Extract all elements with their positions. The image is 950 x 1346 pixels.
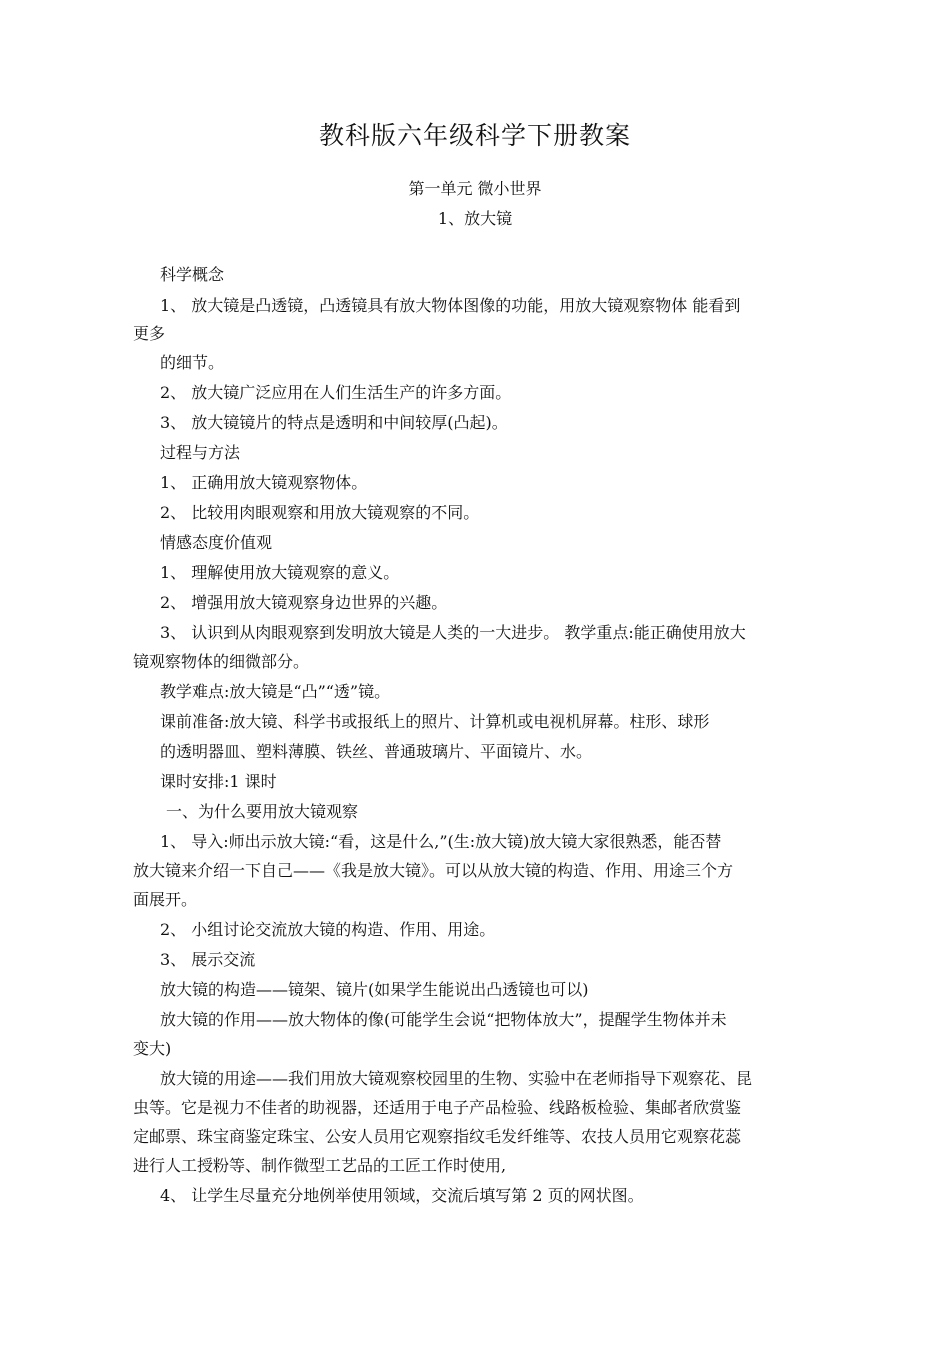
- unit-heading: 第一单元 微小世界: [408, 179, 542, 198]
- paragraph-line: 的细节。: [160, 353, 225, 372]
- paragraph-line: 1、 放大镜是凸透镜，凸透镜具有放大物体图像的功能，用放大镜观察物体 能看到: [160, 296, 741, 315]
- paragraph-line: 2、 放大镜广泛应用在人们生活生产的许多方面。: [160, 383, 512, 402]
- section-heading-why: 一、为什么要用放大镜观察: [166, 802, 359, 821]
- paragraph-line: 放大镜的作用——放大物体的像(可能学生会说“把物体放大”，提醒学生物体并未: [160, 1010, 727, 1029]
- paragraph-line: 教学难点:放大镜是“凸”“透”镜。: [160, 682, 391, 701]
- paragraph-line: 放大镜的构造——镜架、镜片(如果学生能说出凸透镜也可以): [160, 980, 589, 999]
- paragraph-line: 2、 小组讨论交流放大镜的构造、作用、用途。: [160, 920, 496, 939]
- document-title: 教科版六年级科学下册教案: [318, 121, 631, 150]
- paragraph-line: 2、 比较用肉眼观察和用放大镜观察的不同。: [160, 503, 480, 522]
- paragraph-line: 面展开。: [133, 890, 198, 909]
- paragraph-line: 放大镜来介绍一下自己——《我是放大镜》。可以从放大镜的构造、作用、用途三个方: [133, 861, 734, 880]
- paragraph-line: 3、 认识到从肉眼观察到发明放大镜是人类的一大进步。 教学重点:能正确使用放大: [160, 623, 746, 642]
- section-heading-values: 情感态度价值观: [160, 533, 273, 552]
- paragraph-line: 虫等。它是视力不佳者的助视器，还适用于电子产品检验、线路板检验、集邮者欣赏鉴: [133, 1098, 742, 1117]
- paragraph-line: 更多: [133, 324, 166, 343]
- paragraph-line: 变大): [133, 1039, 172, 1058]
- paragraph-line: 定邮票、珠宝商鉴定珠宝、公安人员用它观察指纹毛发纤维等、农技人员用它观察花蕊: [133, 1127, 742, 1146]
- section-heading-methods: 过程与方法: [160, 443, 241, 462]
- paragraph-line: 镜观察物体的细微部分。: [133, 652, 310, 671]
- paragraph-line: 1、 理解使用放大镜观察的意义。: [160, 563, 400, 582]
- section-heading-concepts: 科学概念: [160, 265, 225, 284]
- paragraph-line: 进行人工授粉等、制作微型工艺品的工匠工作时使用,: [133, 1156, 507, 1175]
- paragraph-line: 3、 放大镜镜片的特点是透明和中间较厚(凸起)。: [160, 413, 508, 432]
- paragraph-line: 课前准备:放大镜、科学书或报纸上的照片、计算机或电视机屏幕。柱形、球形: [160, 712, 710, 731]
- paragraph-line: 的透明器皿、塑料薄膜、铁丝、普通玻璃片、平面镜片、水。: [160, 742, 593, 761]
- paragraph-line: 3、 展示交流: [160, 950, 256, 969]
- paragraph-line: 1、 导入:师出示放大镜:“看，这是什么,”(生:放大镜)放大镜大家很熟悉，能否替: [160, 832, 722, 851]
- paragraph-line: 4、 让学生尽量充分地例举使用领域，交流后填写第 2 页的网状图。: [160, 1186, 644, 1205]
- paragraph-line: 课时安排:1 课时: [160, 772, 277, 791]
- paragraph-line: 1、 正确用放大镜观察物体。: [160, 473, 368, 492]
- lesson-heading: 1、放大镜: [437, 209, 513, 228]
- paragraph-line: 2、 增强用放大镜观察身边世界的兴趣。: [160, 593, 448, 612]
- paragraph-line: 放大镜的用途——我们用放大镜观察校园里的生物、实验中在老师指导下观察花、昆: [160, 1069, 753, 1088]
